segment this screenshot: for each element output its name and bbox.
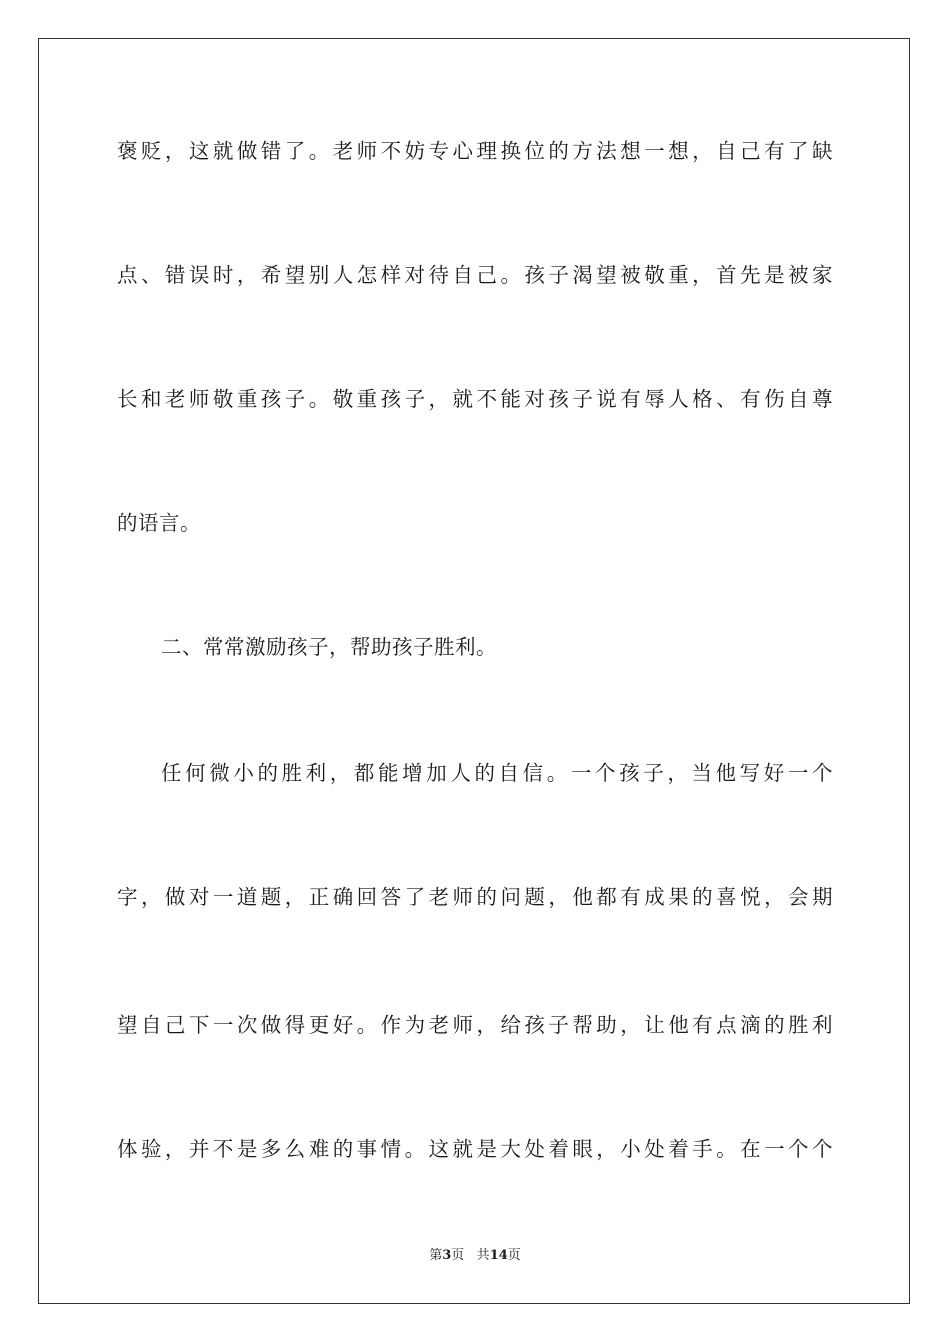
text-line-8: 望自己下一次做得更好。作为老师，给孩子帮助，让他有点滴的胜利 xyxy=(117,1013,833,1037)
text-line-2: 点、错误时，希望别人怎样对待自己。孩子渴望被敬重，首先是被家 xyxy=(117,263,833,287)
page-prefix: 第 xyxy=(429,1248,443,1263)
total-pages: 14 xyxy=(489,1248,508,1263)
text-line-3: 长和老师敬重孩子。敬重孩子，就不能对孩子说有辱人格、有伤自尊 xyxy=(117,387,833,411)
text-line-1: 褒贬，这就做错了。老师不妨专心理换位的方法想一想，自己有了缺 xyxy=(117,139,833,163)
text-line-6: 任何微小的胜利，都能增加人的自信。一个孩子，当他写好一个 xyxy=(161,761,833,785)
text-line-4: 的语言。 xyxy=(117,511,201,535)
total-prefix: 共 xyxy=(476,1248,490,1263)
page-suffix: 页 xyxy=(451,1248,465,1263)
page-footer xyxy=(0,1246,950,1266)
page-number: 3 xyxy=(442,1248,452,1263)
text-line-9: 体验，并不是多么难的事情。这就是大处着眼，小处着手。在一个个 xyxy=(117,1137,833,1161)
text-line-7: 字，做对一道题，正确回答了老师的问题，他都有成果的喜悦，会期 xyxy=(117,885,833,909)
total-suffix: 页 xyxy=(507,1248,521,1263)
section-heading: 二、常常激励孩子，帮助孩子胜利。 xyxy=(161,635,497,659)
page-border xyxy=(38,38,910,1304)
